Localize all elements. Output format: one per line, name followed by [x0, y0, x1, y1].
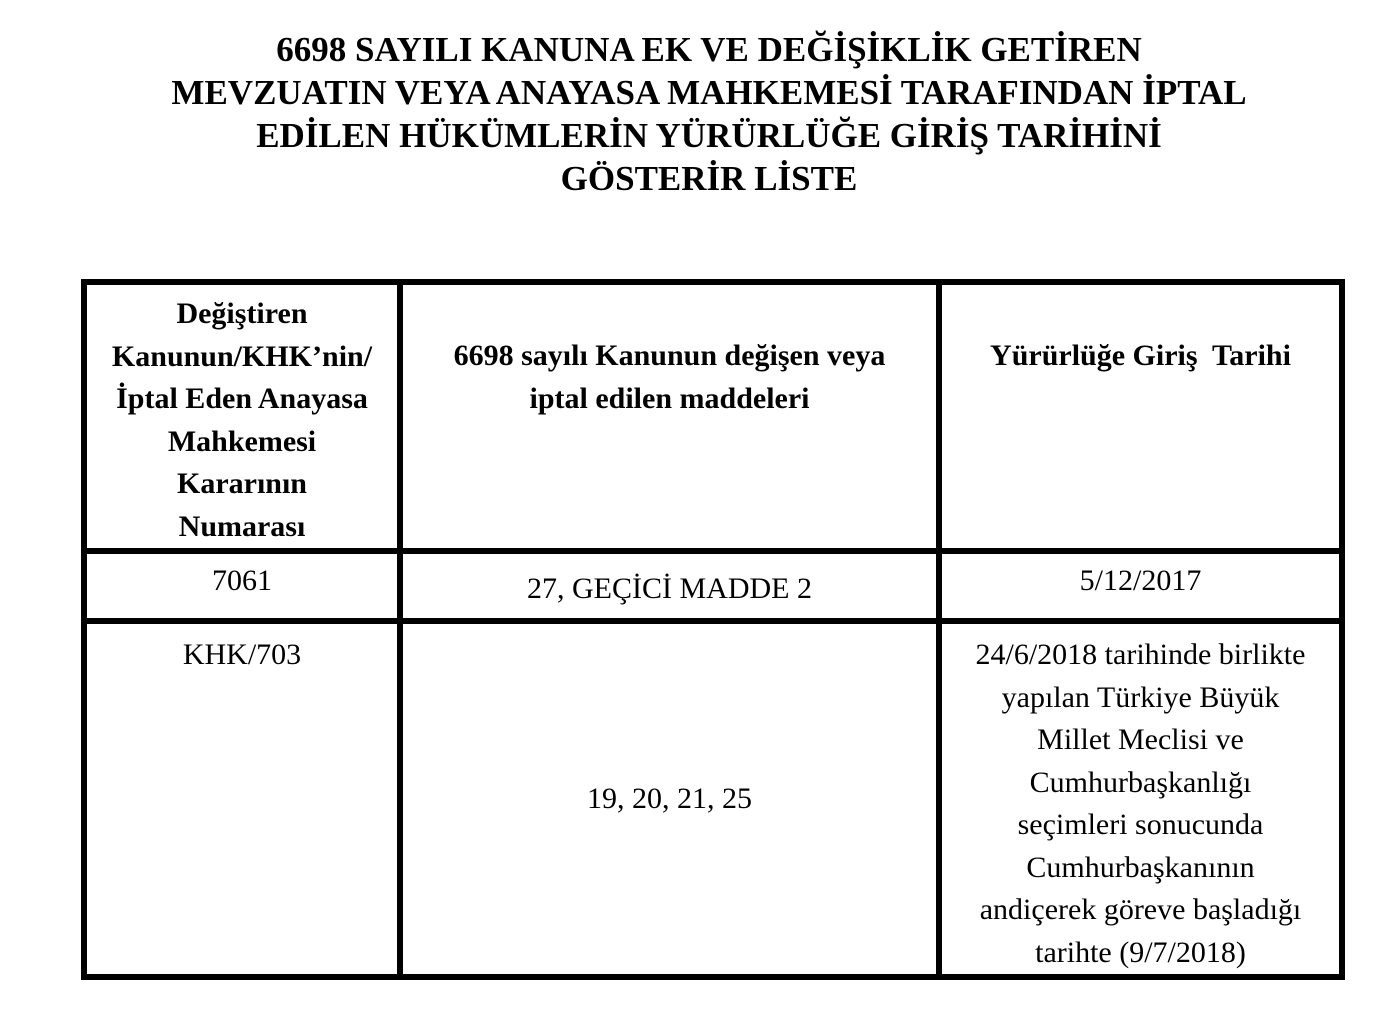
cell-amending-law-number: 7061 — [84, 551, 400, 621]
cell-amending-law-number: KHK/703 — [84, 621, 400, 977]
cell-effective-date — [939, 551, 1342, 621]
date-line: andiçerek göreve başladığı — [979, 893, 1302, 926]
header-line: Mahkemesi — [167, 424, 317, 458]
date-line: 24/6/2018 tarihinde birlikte — [975, 638, 1306, 671]
header-line: 6698 sayılı Kanunun değişen veya — [453, 339, 886, 372]
date-line: Millet Meclisi ve — [1037, 723, 1244, 756]
date-line: seçimleri sonucunda — [1017, 808, 1264, 841]
header-changed-articles — [400, 282, 939, 551]
table-header-row — [84, 282, 1342, 551]
title-line-3: EDİLEN HÜKÜMLERİN YÜRÜRLÜĞE GİRİŞ TARİHİNİ — [256, 116, 1162, 155]
title-line-2: MEVZUATIN VEYA ANAYASA MAHKEMESİ TARAFINDAN İPTAL — [171, 73, 1247, 112]
header-line: Kanunun/KHK’nin/ — [111, 339, 373, 373]
title-line-1: 6698 SAYILI KANUNA EK VE DEĞİŞİKLİK GETİREN — [276, 30, 1142, 69]
title-line-4: GÖSTERİR LİSTE — [560, 159, 858, 198]
header-line: iptal edilen maddeleri — [529, 381, 810, 415]
cell-changed-articles: 27, GEÇİCİ MADDE 2 — [400, 551, 939, 621]
table-row — [84, 551, 1342, 621]
header-line: Numarası — [178, 509, 306, 543]
table-row — [84, 621, 1342, 977]
effective-dates-table — [81, 279, 1345, 980]
header-line: Değiştiren — [176, 297, 308, 330]
header-line: Kararının — [176, 467, 307, 500]
header-line: Yürürlüğe Giriş Tarihi — [990, 339, 1291, 372]
date-line: yapılan Türkiye Büyük — [1001, 680, 1280, 714]
cell-changed-articles: 19, 20, 21, 25 — [400, 621, 939, 977]
date-line: 5/12/2017 — [1079, 564, 1202, 597]
header-effective-date — [939, 282, 1342, 551]
date-line: Cumhurbaşkanlığı — [1029, 765, 1252, 799]
date-line: tarihte (9/7/2018) — [1035, 935, 1246, 969]
header-line: İptal Eden Anayasa — [116, 382, 368, 415]
header-amending-law-number — [84, 282, 400, 551]
cell-effective-date — [939, 621, 1342, 977]
date-line: Cumhurbaşkanının — [1026, 850, 1255, 884]
document-title — [0, 28, 1400, 200]
